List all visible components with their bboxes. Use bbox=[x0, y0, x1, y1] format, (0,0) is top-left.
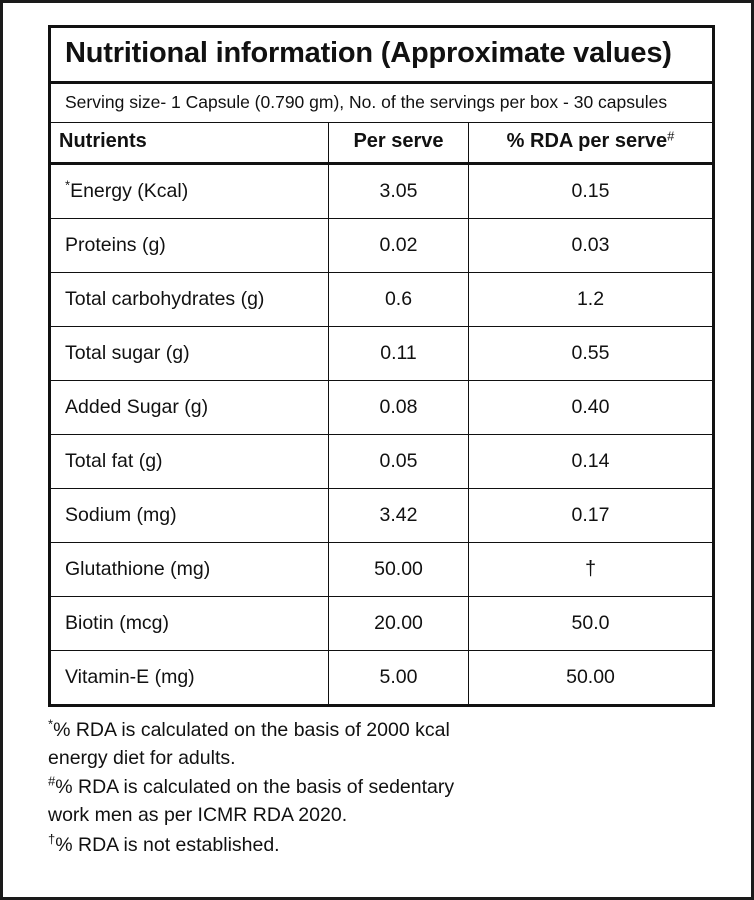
table-row bbox=[50, 164, 714, 219]
table-title-cell bbox=[50, 27, 714, 83]
table-row bbox=[50, 219, 714, 273]
footnote-asterisk: *% RDA is calculated on the basis of 2000 kcal energy diet for adults. bbox=[48, 716, 450, 769]
per-serve-cell: 3.05 bbox=[329, 164, 469, 219]
rda-cell: 50.00 bbox=[469, 651, 714, 706]
table-title-row bbox=[50, 27, 714, 83]
per-serve-cell: 0.08 bbox=[329, 381, 469, 435]
column-header-per-serve: Per serve bbox=[329, 123, 469, 164]
per-serve-cell: 50.00 bbox=[329, 543, 469, 597]
dagger-marker: † bbox=[48, 831, 56, 847]
nutrition-panel bbox=[48, 25, 712, 861]
per-serve-cell: 3.42 bbox=[329, 489, 469, 543]
rda-cell: 0.14 bbox=[469, 435, 714, 489]
serving-size-text: Serving size- 1 Capsule (0.790 gm), No. of the servings per box - 30 capsules bbox=[65, 92, 668, 112]
nutrient-name-cell: Total fat (g) bbox=[50, 435, 329, 489]
nutrient-name-cell: *Energy (Kcal) bbox=[50, 164, 329, 219]
rda-cell: 0.17 bbox=[469, 489, 714, 543]
serving-info-cell bbox=[50, 83, 714, 123]
per-serve-cell: 0.05 bbox=[329, 435, 469, 489]
column-header-nutrients: Nutrients bbox=[50, 123, 329, 164]
table-row bbox=[50, 327, 714, 381]
rda-cell: 0.03 bbox=[469, 219, 714, 273]
serving-info-row bbox=[50, 83, 714, 123]
nutrient-name-cell: Total sugar (g) bbox=[50, 327, 329, 381]
nutrient-name-cell: Vitamin-E (mg) bbox=[50, 651, 329, 706]
rda-cell: 0.40 bbox=[469, 381, 714, 435]
table-row bbox=[50, 489, 714, 543]
hash-marker: # bbox=[667, 128, 675, 144]
nutrient-name-cell: Glutathione (mg) bbox=[50, 543, 329, 597]
table-row bbox=[50, 435, 714, 489]
table-header-row bbox=[50, 123, 714, 164]
rda-cell: † bbox=[469, 543, 714, 597]
nutrient-name-cell: Proteins (g) bbox=[50, 219, 329, 273]
table-row bbox=[50, 543, 714, 597]
nutrient-name-cell: Biotin (mcg) bbox=[50, 597, 329, 651]
hash-marker: # bbox=[48, 773, 56, 789]
page-title: Nutritional information (Approximate values) bbox=[65, 37, 672, 69]
per-serve-cell: 0.11 bbox=[329, 327, 469, 381]
nutrient-name-cell: Added Sugar (g) bbox=[50, 381, 329, 435]
per-serve-cell: 0.6 bbox=[329, 273, 469, 327]
nutrient-name-cell: Sodium (mg) bbox=[50, 489, 329, 543]
asterisk-marker: * bbox=[48, 716, 54, 732]
rda-cell: 50.0 bbox=[469, 597, 714, 651]
footnote-hash: #% RDA is calculated on the basis of sedentary work men as per ICMR RDA 2020. bbox=[48, 773, 455, 827]
footnotes bbox=[48, 717, 712, 859]
rda-cell: 1.2 bbox=[469, 273, 714, 327]
table-row bbox=[50, 651, 714, 706]
table-row bbox=[50, 381, 714, 435]
per-serve-cell: 5.00 bbox=[329, 651, 469, 706]
footnote-dagger: †% RDA is not established. bbox=[48, 831, 280, 856]
column-header-rda-per-serve: % RDA per serve# bbox=[469, 123, 714, 164]
table-row bbox=[50, 597, 714, 651]
nutrient-name-cell: Total carbohydrates (g) bbox=[50, 273, 329, 327]
per-serve-cell: 0.02 bbox=[329, 219, 469, 273]
rda-cell: 0.15 bbox=[469, 164, 714, 219]
rda-cell: 0.55 bbox=[469, 327, 714, 381]
nutrition-table bbox=[48, 25, 715, 707]
asterisk-marker: * bbox=[65, 177, 71, 193]
table-row bbox=[50, 273, 714, 327]
per-serve-cell: 20.00 bbox=[329, 597, 469, 651]
